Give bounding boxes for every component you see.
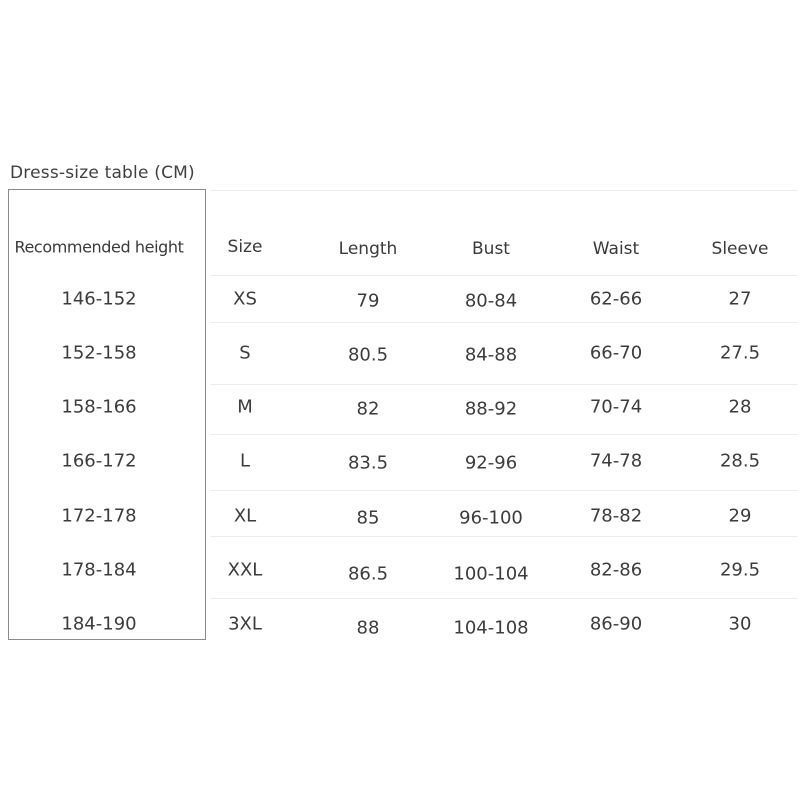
cell-bust: 88-92 [464, 398, 518, 420]
row-separator-line [210, 322, 798, 323]
cell-recommended-height: 158-166 [61, 396, 137, 418]
cell-length: 86.5 [347, 563, 389, 585]
row-separator-line [210, 490, 798, 491]
cell-recommended-height: 166-172 [61, 450, 137, 472]
cell-waist: 82-86 [589, 559, 643, 581]
cell-waist: 78-82 [589, 505, 643, 527]
cell-size: S [239, 342, 251, 364]
cell-bust: 80-84 [464, 290, 518, 312]
cell-sleeve: 29.5 [719, 559, 761, 581]
header-length: Length [338, 239, 398, 259]
cell-sleeve: 27.5 [719, 342, 761, 364]
cell-bust: 84-88 [464, 344, 518, 366]
cell-recommended-height: 178-184 [61, 559, 137, 581]
cell-size: XXL [227, 559, 263, 581]
cell-recommended-height: 152-158 [61, 342, 137, 364]
cell-size: XS [233, 288, 257, 310]
cell-recommended-height: 184-190 [61, 613, 137, 635]
cell-sleeve: 30 [728, 613, 752, 635]
cell-waist: 66-70 [589, 342, 643, 364]
cell-length: 79 [356, 290, 380, 312]
cell-sleeve: 28 [728, 396, 752, 418]
cell-waist: 86-90 [589, 613, 643, 635]
cell-sleeve: 29 [728, 505, 752, 527]
header-waist: Waist [592, 239, 640, 259]
header-recommended-height: Recommended height [14, 237, 184, 257]
cell-bust: 92-96 [464, 452, 518, 474]
cell-sleeve: 27 [728, 288, 752, 310]
header-sleeve: Sleeve [711, 239, 769, 259]
row-separator-line [210, 190, 798, 191]
cell-waist: 62-66 [589, 288, 643, 310]
table-title: Dress-size table (CM) [10, 163, 195, 183]
cell-waist: 70-74 [589, 396, 643, 418]
cell-waist: 74-78 [589, 450, 643, 472]
cell-bust: 100-104 [453, 563, 529, 585]
cell-length: 85 [356, 507, 380, 529]
cell-bust: 104-108 [453, 617, 529, 639]
cell-recommended-height: 172-178 [61, 505, 137, 527]
cell-size: L [239, 450, 251, 472]
cell-bust: 96-100 [459, 507, 523, 529]
cell-length: 88 [356, 617, 380, 639]
cell-recommended-height: 146-152 [61, 288, 137, 310]
cell-length: 80.5 [347, 344, 389, 366]
cell-size: 3XL [228, 613, 262, 635]
cell-sleeve: 28.5 [719, 450, 761, 472]
header-size: Size [227, 237, 263, 257]
row-separator-line [210, 384, 798, 385]
row-separator-line [210, 598, 798, 599]
cell-size: XL [233, 505, 257, 527]
header-bust: Bust [472, 239, 510, 259]
cell-length: 83.5 [347, 452, 389, 474]
cell-length: 82 [356, 398, 380, 420]
cell-size: M [237, 396, 253, 418]
row-separator-line [210, 275, 798, 276]
row-separator-line [210, 434, 798, 435]
row-separator-line [210, 536, 798, 537]
